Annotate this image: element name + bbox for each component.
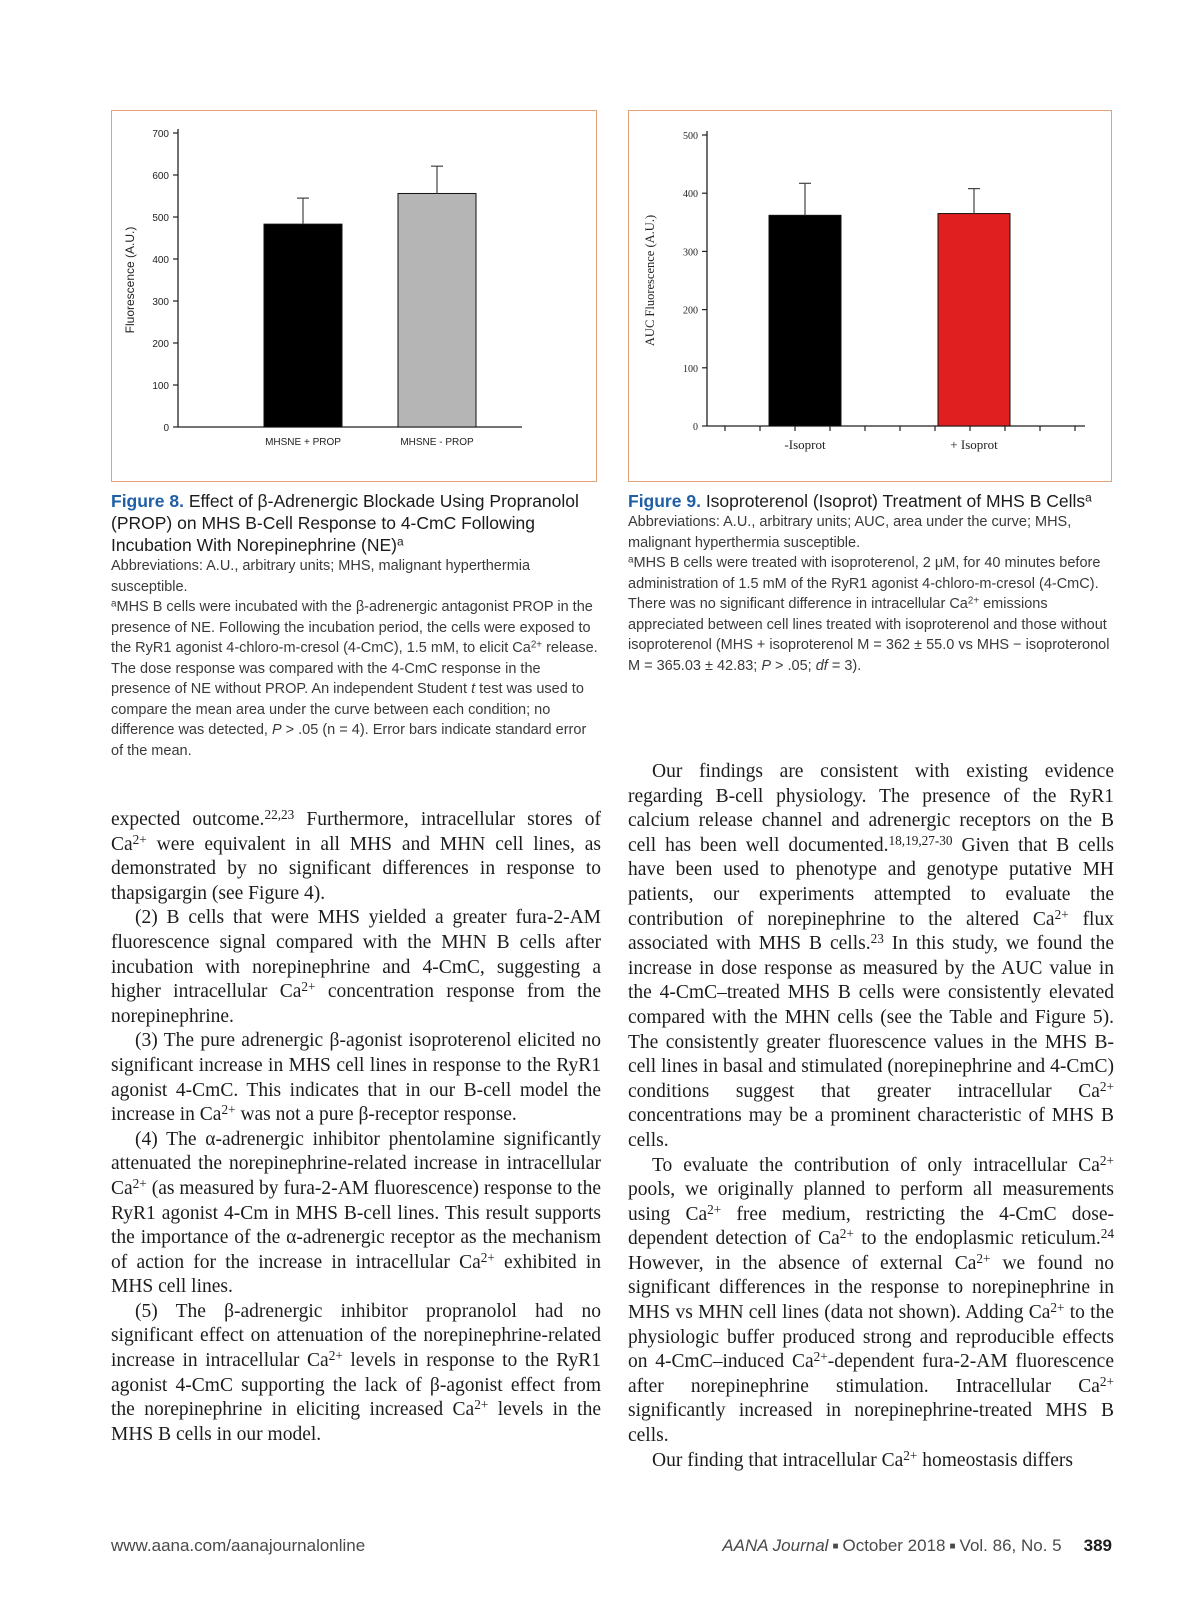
x-category-label: MHSNE + PROP	[265, 437, 341, 448]
y-tick-label: 600	[152, 171, 169, 182]
figure-9-abbrev: Abbreviations: A.U., arbitrary units; AUC, area under the curve; MHS, malignant hyperthermia susceptible.	[628, 514, 1072, 551]
journal-name: AANA Journal	[722, 1536, 829, 1555]
volume: Vol. 86, No. 5	[959, 1536, 1062, 1555]
y-axis-label: AUC Fluorescence (A.U.)	[643, 214, 657, 347]
y-tick-label: 400	[152, 255, 169, 266]
figure-9-label: Figure 9.	[628, 491, 701, 511]
figure-8-title-text: Effect of β-Adrenergic Blockade Using Propranolol (PROP) on MHS B-Cell Response to 4-CmC Following Incubation With Norepinephrine (NE)	[111, 491, 579, 555]
paragraph: (3) The pure adrenergic β-agonist isoproterenol elicited no significant increase in MHS cell lines in response to the RyR1 agonist 4-CmC. This indicates that in our B-cell model the increase in $Ca^{2+}$ was not a pure β-receptor response.	[111, 1030, 601, 1126]
footnote-marker: a	[396, 534, 404, 549]
figure-8-chart	[111, 110, 597, 482]
footnote-marker: a	[1085, 490, 1092, 505]
bar	[938, 214, 1010, 426]
y-tick-label: 500	[683, 131, 698, 142]
figure-8-label: Figure 8.	[111, 491, 184, 511]
figure-8-svg	[112, 111, 598, 483]
x-category-label: + Isoprot	[950, 437, 998, 452]
paragraph: (5) The β-adrenergic inhibitor propranolol had no significant effect on attenuation of the norepinephrine-related increase in intracellular $Ca^{2+}$ levels in response to the RyR1 agonist 4-CmC supporting the lack of β-agonist effect from the norepinephrine in eliciting increased $Ca^{2+}$ levels in the MHS B cells in our model.	[111, 1300, 601, 1445]
figure-9-svg	[629, 111, 1113, 483]
paragraph: Our findings are consistent with existing evidence regarding B-cell physiology. The presence of the RyR1 calcium release channel and adrenergic receptors on the B cell has been well documented.$^{18,19,27-30}$ Given that B cells have been used to phenotype and genotype putative MH patients, our experiments attempted to evaluate the contribution of norepinephrine to the altered $Ca^{2+}$ flux associated with MHS B cells.$^{23}$ In this study, we found the increase in dose response as measured by the AUC value in the 4-CmC–treated MHS B cells were consistently elevated compared with the MHN cells (see the Table and Figure 5). The consistently greater fluorescence values in the MHS B-cell lines in basal and stimulated (norepinephrine and 4-CmC) conditions suggest that greater intracellular $Ca^{2+}$ concentrations may be a prominent characteristic of MHS B cells.	[628, 761, 1115, 1151]
figure-9-caption	[628, 490, 1114, 676]
y-tick-label: 700	[152, 129, 169, 140]
y-tick-label: 200	[152, 339, 169, 350]
figure-8-title	[111, 490, 601, 556]
bar	[769, 215, 841, 426]
figure-9-notes	[628, 512, 1114, 676]
left-column-text	[111, 808, 601, 1447]
y-tick-label: 400	[683, 189, 698, 201]
page-number: 389	[1083, 1536, 1112, 1555]
figure-9-title-text: Isoproterenol (Isoprot) Treatment of MHS B Cells	[705, 491, 1086, 511]
paragraph: To evaluate the contribution of only intracellular $Ca^{2+}$ pools, we originally planned to perform all measurements using $Ca^{2+}$ free medium, restricting the 4-CmC dose-dependent detection of $Ca^{2+}$ to the endoplasmic reticulum.$^{24}$ However, in the absence of external $Ca^{2+}$ we found no significant differences in the response to norepinephrine in MHS vs MHN cell lines (data not shown). Adding $Ca^{2+}$ to the physiologic buffer produced strong and reproducible effects on 4-CmC–induced $Ca^{2+}$-dependent fura-2-AM fluorescence after norepinephrine stimulation. Intracellular $Ca^{2+}$ significantly increased in norepinephrine-treated MHS B cells.	[628, 1152, 1115, 1447]
y-tick-label: 500	[152, 213, 169, 224]
paragraph: Our finding that intracellular $Ca^{2+}$ homeostasis differs	[652, 1447, 1073, 1471]
figure-8-caption	[111, 490, 601, 761]
y-tick-label: 300	[683, 247, 698, 259]
figure-9-footnote: $^a$MHS B cells were treated with isoproterenol, 2 μM, for 40 minutes before administration of 1.5 mM of the RyR1 agonist 4-chloro-m-cresol (4-CmC). There was no significant difference in intracellular $Ca^{2+}$ emissions appreciated between cell lines treated with isoproterenol and those without isoproterenol (MHS + isoproterenol M = 362 ± 55.0 vs MHS − isoproteronol M = 365.03 ± 42.83; P > .05; df = 3).	[628, 554, 1110, 674]
x-category-label: -Isoprot	[784, 437, 826, 452]
separator: ■	[832, 1541, 839, 1552]
y-tick-label: 200	[683, 305, 698, 317]
y-tick-label: 0	[163, 423, 169, 434]
footer-citation	[722, 1536, 1112, 1556]
footer-url[interactable]: www.aana.com/aanajournalonline	[111, 1536, 366, 1555]
figure-9-title	[628, 490, 1114, 512]
y-tick-label: 300	[152, 297, 169, 308]
figure-9-chart	[628, 110, 1112, 482]
right-column-text	[628, 760, 1114, 1473]
paragraph: expected outcome.$^{22,23}$ Furthermore, intracellular stores of $Ca^{2+}$ were equivalent in all MHS and MHN cell lines, as demonstrated by no significant differences in response to thapsigargin (see Figure 4).	[111, 807, 602, 904]
bar	[264, 224, 342, 427]
y-axis-label: Fluorescence (A.U.)	[123, 226, 137, 334]
y-tick-label: 100	[683, 363, 698, 375]
issue-date: October 2018	[842, 1536, 946, 1555]
bar	[398, 193, 476, 427]
y-tick-label: 0	[693, 422, 698, 433]
paragraph: (2) B cells that were MHS yielded a greater fura-2-AM fluorescence signal compared with the MHN B cells after incubation with norepinephrine and 4-CmC, suggesting a higher intracellular $Ca^{2+}$ concentration response from the norepinephrine.	[111, 907, 601, 1027]
figure-8-notes	[111, 556, 601, 761]
separator: ■	[949, 1541, 956, 1552]
figure-8-abbrev: Abbreviations: A.U., arbitrary units; MHS, malignant hyperthermia susceptible.	[111, 558, 531, 595]
paragraph: (4) The α-adrenergic inhibitor phentolamine significantly attenuated the norepinephrine-related increase in intracellular $Ca^{2+}$ (as measured by fura-2-AM fluorescence) response to the RyR1 agonist 4-Cm in MHS B-cell lines. This result supports the importance of the α-adrenergic receptor as the mechanism of action for the increase in intracellular $Ca^{2+}$ exhibited in MHS cell lines.	[111, 1128, 601, 1298]
y-tick-label: 100	[152, 381, 169, 392]
x-category-label: MHSNE - PROP	[400, 437, 474, 448]
figure-8-footnote: $^a$MHS B cells were incubated with the β-adrenergic antagonist PROP in the presence of NE. Following the incubation period, the cells were exposed to the RyR1 agonist 4-chloro-m-cresol (4-CmC), 1.5 mM, to elicit $Ca^{2+}$ release. The dose response was compared with the 4-CmC response in the presence of NE without PROP. An independent Student t test was used to compare the mean area under the curve between each condition; no difference was detected, P > .05 (n = 4). Error bars indicate standard error of the mean.	[111, 598, 598, 759]
